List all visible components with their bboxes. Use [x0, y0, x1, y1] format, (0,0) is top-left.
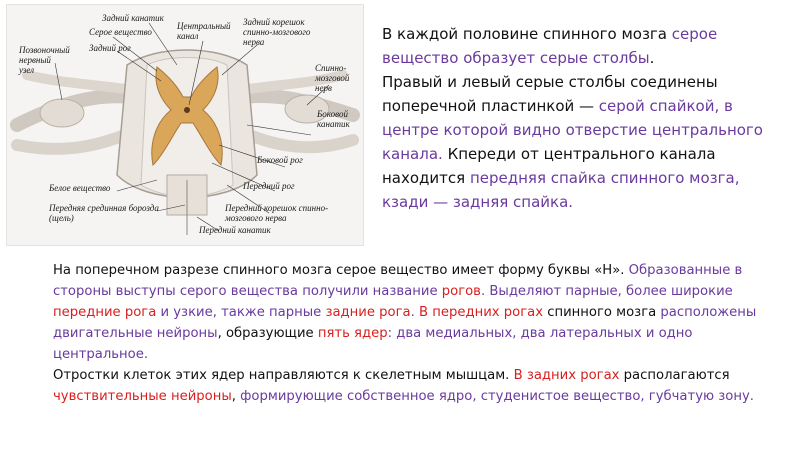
label-bokovoy-kanatik: Боковой канатик: [317, 109, 350, 129]
text-run: спинного мозга: [543, 305, 661, 320]
text-run-highlight: .: [410, 305, 419, 320]
label-seroe-veshchestvo: Серое вещество: [89, 27, 152, 37]
text-run-highlight: серой спайкой, в центре которой видно отверстие центрального канала.: [382, 97, 763, 163]
text-run-emphasis: В передних рогах: [419, 305, 544, 320]
text-run-emphasis: задние рога: [325, 305, 411, 320]
text-run: Кпереди от центрального канала находится: [382, 145, 716, 187]
text-run-emphasis: рогов: [441, 284, 481, 299]
label-peredniy-koreshok: Передний корешок спинно- мозгового нерва: [225, 203, 329, 223]
label-zadniy-kanatik: Задний канатик: [102, 13, 164, 23]
label-perednyaya-sredinnaya-borozda: Передняя срединная борозда (щель): [49, 203, 159, 223]
text-run-highlight: формирующие собственное ядро, студенистое вещество, губчатую зону.: [240, 389, 754, 404]
label-zadniy-koreshok: Задний корешок спинно-мозгового нерва: [243, 17, 311, 47]
text-run: ,: [231, 389, 241, 404]
text-run: .: [649, 49, 655, 67]
spinal-cord-illustration: [6, 4, 364, 246]
text-run-highlight: передняя спайка спинного мозга, кзади — задняя спайка.: [382, 169, 740, 211]
text-run: располагаются: [619, 368, 730, 383]
text-run-emphasis: передние рога: [53, 305, 157, 320]
text-run-highlight: серое вещество образует серые столбы: [382, 25, 718, 67]
text-run-highlight: и узкие, также парные: [156, 305, 326, 320]
text-run-highlight: .: [480, 284, 490, 299]
text-run: , образующие: [217, 326, 318, 341]
text-run-highlight: Образованные в стороны выступы серого вещества получили название: [53, 263, 743, 299]
text-run-highlight: : два медиальных, два латеральных и одно центральное.: [53, 326, 693, 362]
bottom-paragraph: [53, 260, 783, 407]
text-run-highlight: Выделяют парные, более широкие: [489, 284, 733, 299]
label-zadniy-rog: Задний рог: [89, 43, 131, 53]
text-run: В каждой половине спинного мозга: [382, 25, 672, 43]
label-peredniy-rog: Передний рог: [243, 181, 295, 191]
text-run-highlight: расположены двигательные нейроны: [53, 305, 757, 341]
label-bokovoy-rog: Боковой рог: [257, 155, 303, 165]
text-run: Отростки клеток этих ядер направляются к скелетным мышцам.: [53, 368, 514, 383]
text-run-emphasis: В задних рогах: [513, 368, 620, 383]
right-paragraph: [382, 22, 782, 214]
label-beloe-veshchestvo: Белое вещество: [49, 183, 111, 193]
text-run-emphasis: чувствительные нейроны: [53, 389, 232, 404]
text-run: Правый и левый серые столбы соединены поперечной пластинкой —: [382, 73, 718, 115]
text-run: На поперечном разрезе спинного мозга серое вещество имеет форму буквы «Н».: [53, 263, 629, 278]
label-tsentralny-kanal: Центральный канал: [177, 21, 231, 41]
label-pozvonochny-uzel: Позвоночный нервный узел: [19, 45, 70, 75]
label-spinnomozgovoy-nerv: Спинно- мозговой нерв: [315, 63, 350, 93]
text-run-emphasis: пять ядер: [317, 326, 388, 341]
label-peredniy-kanatik: Передний канатик: [199, 225, 271, 235]
